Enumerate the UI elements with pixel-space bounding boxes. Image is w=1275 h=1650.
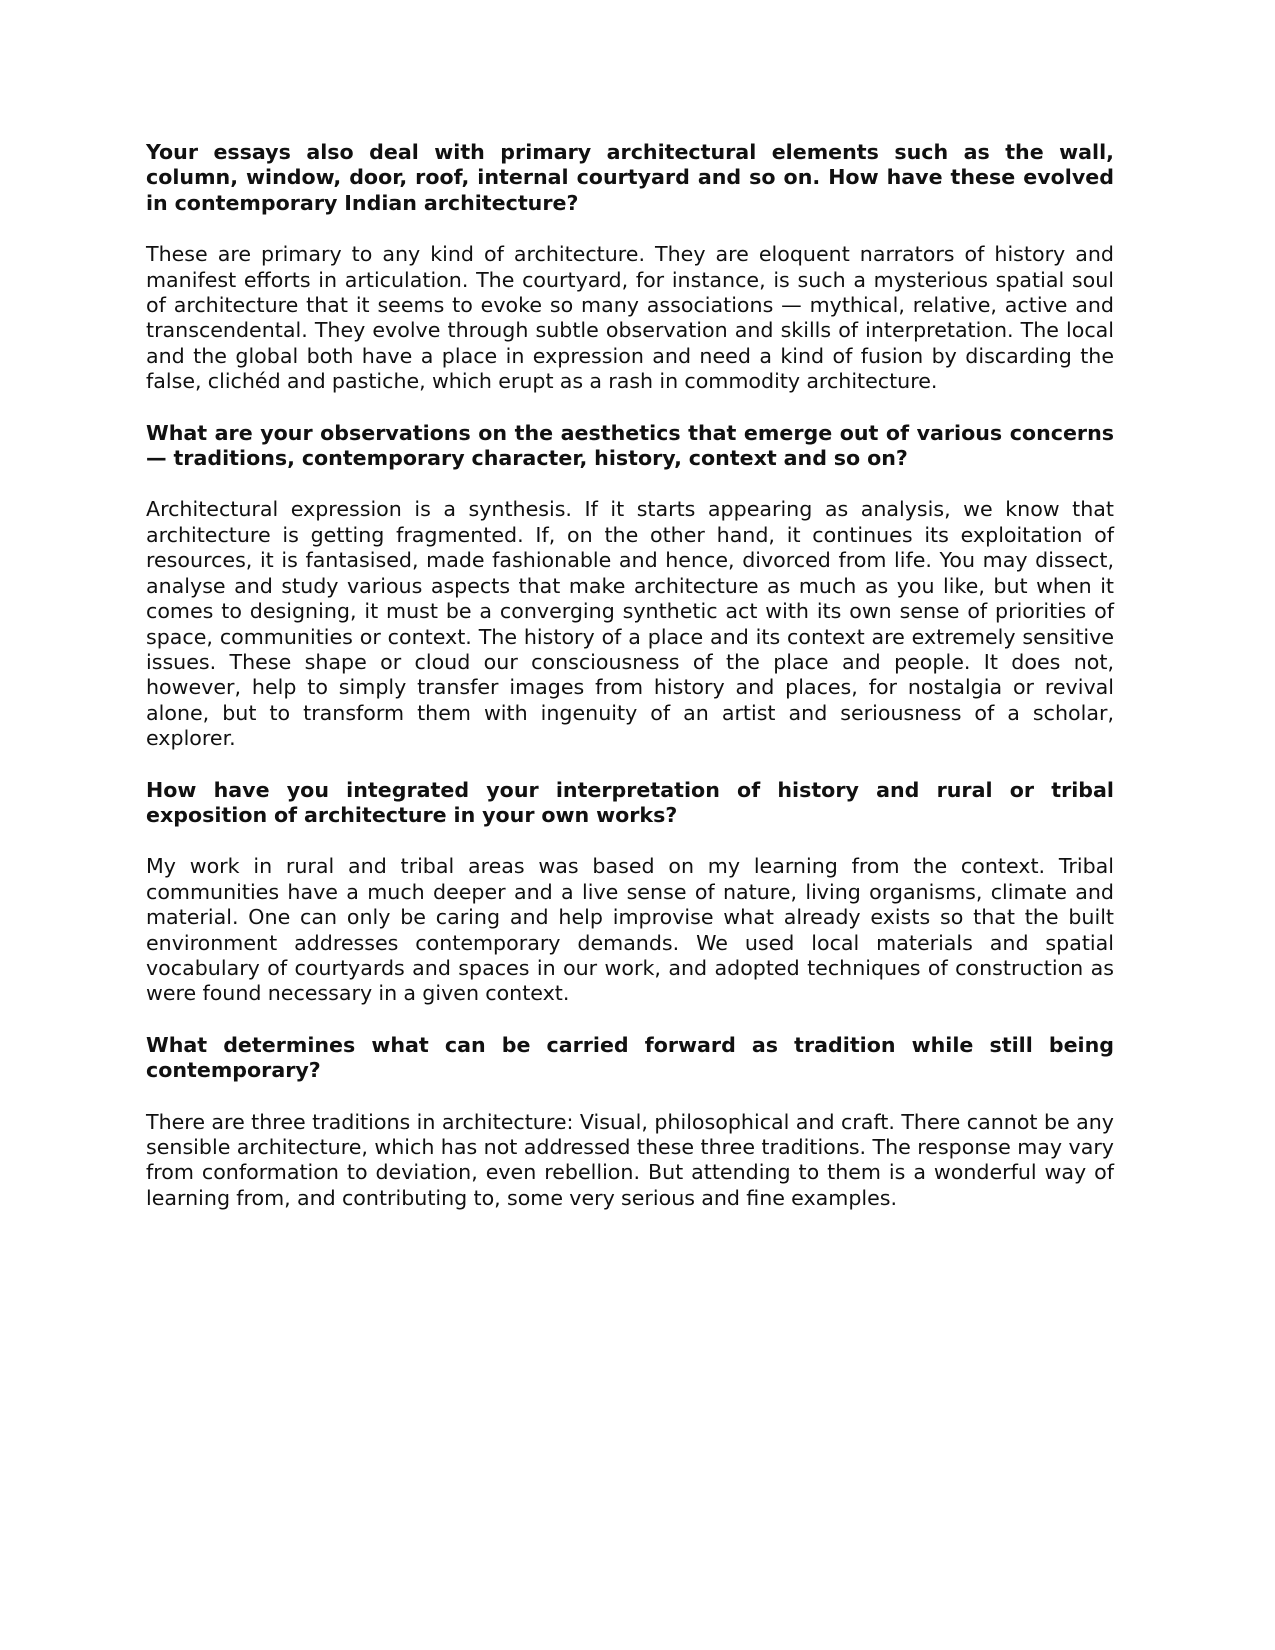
question-text: What determines what can be carried forward as tradition while still being contemporary? [146, 1032, 1114, 1083]
answer-text: My work in rural and tribal areas was based on my learning from the context. Tribal communities have a much deeper and a live sense of nature, living organisms, climate and material. One can only be caring and help improvise what already exists so that the built environment addresses contemporary demands. We used local materials and spatial vocabulary of courtyards and spaces in our work, and adopted techniques of construction as were found necessary in a given context. [146, 854, 1114, 1006]
answer-text: These are primary to any kind of architecture. They are eloquent narrators of history and manifest efforts in articulation. The courtyard, for instance, is such a mysterious spatial soul of architecture that it seems to evoke so many associations — mythical, relative, active and transcendental. They evolve through subtle observation and skills of interpretation. The local and the global both have a place in expression and need a kind of fusion by discarding the false, clichéd and pastiche, which erupt as a rash in commodity architecture. [146, 242, 1114, 394]
question-text: What are your observations on the aesthetics that emerge out of various concerns — traditions, contemporary character, history, context and so on? [146, 420, 1114, 471]
qa-block [146, 140, 1114, 395]
answer-text: There are three traditions in architecture: Visual, philosophical and craft. There cannot be any sensible architecture, which has not addressed these three traditions. The response may vary from conformation to deviation, even rebellion. But attending to them is a wonderful way of learning from, and contributing to, some very serious and fine examples. [146, 1109, 1114, 1210]
question-text: Your essays also deal with primary architectural elements such as the wall, column, window, door, roof, internal courtyard and so on. How have these evolved in contemporary Indian architecture? [146, 140, 1114, 215]
qa-block [146, 421, 1114, 752]
qa-block [146, 778, 1114, 1007]
answer-text: Architectural expression is a synthesis. If it starts appearing as analysis, we know that architecture is getting fragmented. If, on the other hand, it continues its exploitation of resources, it is fantasised, made fashionable and hence, divorced from life. You may dissect, analyse and study various aspects that make architecture as much as you like, but when it comes to designing, it must be a converging synthetic act with its own sense of priorities of space, communities or context. The history of a place and its context are extremely sensitive issues. These shape or cloud our consciousness of the place and people. It does not, however, help to simply transfer images from history and places, for nostalgia or revival alone, but to transform them with ingenuity of an artist and seriousness of a scholar, explorer. [146, 497, 1114, 751]
question-text: How have you integrated your interpretation of history and rural or tribal exposition of architecture in your own works? [146, 777, 1114, 827]
document-page [146, 140, 1114, 1211]
qa-block [146, 1033, 1114, 1211]
